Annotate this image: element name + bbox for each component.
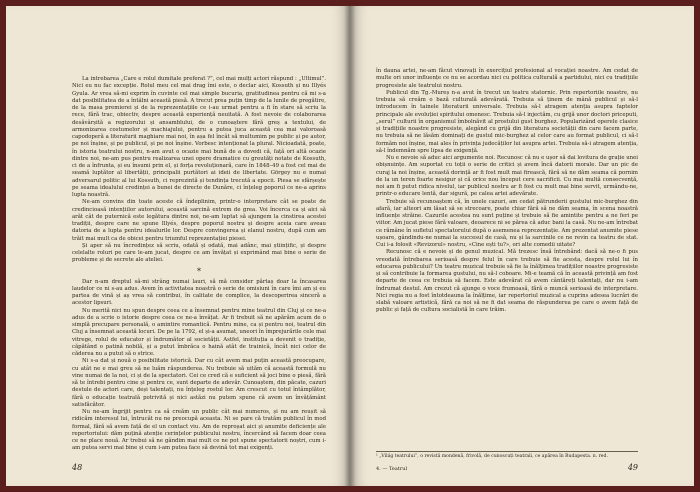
right-page [350, 6, 694, 486]
paragraph: în dauna artei, ne-am făcut vinovați în exercițiul profesional al vocației noastre. Am cedat de multe ori unor influențe ce nu se acordau nici cu politica culturală a partidului, nici cu tradițiile progresiste ale teatrului nostru. [376, 68, 638, 89]
paragraph: Recunosc că e nevoie și de genul muzical. Mă trezesc însă întrebând: dacă să ne-o fi pus vreodată întrebarea serioasă despre felul în care trebuie să fie acesta, despre rolul lui în educarea publicului? Un teatru muzical trebuie să fie la înălțimea tradițiilor noastre progresiste și să contribuie la formarea gustului, nu să-l coboare. Mi-e teamă că în această privință am fost departe de ceea ce trebuia să facem. Este adevărat că avem cântăreți talentați, dar nu i-am îndrumat destul. Am crezut că ajunge o voce frumoasă, fără o muncă serioasă de interpretare. Nici regia nu a fost întotdeauna la înălțime, iar repertoriul muzical a cuprins adesea lucrări de slabă valoare artistică, fără ca noi să ne fi dat seama de răspunderea pe care o avem față de public și față de cultura socialistă în care trăim. [376, 249, 638, 314]
book-spread [6, 6, 694, 486]
page-number-right: 49 [627, 463, 638, 472]
section-divider-star: * [197, 266, 201, 276]
paragraph: Ne-am convins din toate aceste că îndeplinim, printr-o interpretare cât se poate de credincioasă intențiilor autorului, această sarcină extrem de grea. Voi încerca ca și aici să arăt cât de puternică este legătura dintre noi, ne-am luptat să ajungem la cinstirea acestei tradiții, despre care ne spune Illyés, despre poporul nostru și despre aceia care aveau datoria de a lupta pentru idealurile lor. Despre convingerea și elanul nostru, după cum am trăit mai mult ca de obicei pentru triumful reprezentației piesei. [72, 199, 326, 242]
paragraph: Și aper să nu încredințez să scriu, odată și odată, mai adânc, mai științific, și despre celelalte roluri pe care le-am jucat, despre ce am învățat și exprimând mai bine o serie de probleme și de secrete ale ateliei. [72, 242, 326, 264]
book-gutter [344, 6, 356, 486]
paragraph: La intrebarea „Care e rolul dumitale preferat ?”, cel mai mulți actori răspund : „Ultimul”. Nici eu nu fac excepție. Rolul meu cel mai drag îmi este, o declar aici, Kossuth și nu Illyés Gyula. Ar vrea să-mi exprim în cuvinte cel mai simple bucuria, gratitudinea pentru că mi s-a dat posibilitatea de a întâlni această piesă. A trecut prea puțin timp de la lunile de pregătire, de la masa premierei și de la reprezentațiile ce i-au urmat pentru a fi în stare să scriu la rece, fără trac, obiectiv, despre această experiență neuitată. A fost nevoie de colaborarea desăvârșită a regizorului și ansamblului, de o cunoaștere fără greș a textului, de armonizarea costumelor și machiajului, pentru a putea juca această cea mai valoroasă capodoperă a literaturii maghiare mai noi, în așa fel încât să multumim pe public și pe autor, pe noi înșine, și pe publicul, și pe noi înșine. Vorbesc intenționat la plural. Nicioadată, poate, în istoria teatrului nostru, n-am avut o ocazie mai bună de a dovedi că, față ori altă ocazie dintre noi, ne-am pus pentru realizarea unei opere dramatice cu greutăți notate de Kossuth, ci de a înfrunta, și eu însumi prin el, și forța revoluționară, care în 1848–49 a fost cel mai de seamă luptător al libertății, principalii purtători ai ideii de libertate. Görgey nu e numai adversarul politic al lui Kossuth, ci reprezintă și tendința trecută a epocii. Piesa se sfârșește pe seama idealului credinței a bunei de directe de Dunăre, ci înțeleg poporul ce ne-a aprins lupta noastră. [72, 76, 326, 198]
running-foot: 4. — Teatrul [376, 466, 408, 472]
paragraph: Nu merită nici nu spun despre ceea ce a însemnat pentru mine teatrul din Cluj și ce ne-a adus de a scrie o istorie despre ceea ce ne-a învățat. Ar fi trebuit să ne apărăm acum de o simplă precupare personală, o amintire romantică. Pentru mine, ca și pentru noi, teatrul din Cluj a însemnat această locuri. De pe la 1792, el și-a asumat, uneori în împrejurările cele mai vitrege, rolul de educator și îndrumător al societății. Astfel, instituția a devenit o tradiție, căpătând o patină nobilă, și a putut îmbrăca o haină atât de trainică, încât nici celor de căderea nu a putut să o strice. [72, 307, 326, 357]
paragraph: Dar n-am dreptul să-mi strâng numai lauri, să mă consider părtaș doar la încasarea laudelor ce ni s-au adus. Avem în activitatea noastră o serie de omisiuni în care îmi am și eu partea de vină și aș vrea să contribui, în calitate de complice, la descoperirea sinceră a acestor lipsuri. [72, 278, 326, 307]
page-number-left: 48 [72, 463, 83, 472]
paragraph: Nu ne-am îngrijit pentru ca să creăm un public cât mai numeros, și nu am reușit să ridicăm interesul lui, întrucât nu ne preocupă aceasta. Ni se pare că tratăm publicul în mod formal, fără să avem față de el un contact viu. Am de reproșat aici și anumite deficiențe ale repertoriului: dăm puțină atenție cerințelor publicului nostru, încercând să facem doar ceea ce ne place nouă. Ar trebui să ne gândim mai mult ce ne pot spune spectatorii noștri, cum i-am putea servi mai bine și cum i-am putea face să devină tot mai exigenți. [72, 409, 326, 452]
paragraph: Publicul din Tg.-Mureș n-a avut în trecut un teatru statornic. Prin repertoriile noastre, nu trebuia să creăm o bază culturală adevărată. Trebuia să ținem de mână publicul și să-l introducem în tainele literaturii universale. Trebuia să-l atragem atenția asupra faptelor principale ale evoluției spiritului omenesc. Trebuia să-l injectăm, cu grijă unor doctori priceputi, „serul” culturii în organismul îmbolnăvit al prostului gust burghez. Popularizând operele clasice și tradițiile noastre progresiste, alegând cu grijă din literatura societății din care facem parte, nu trebuia să ne lăsăm dominați de gustul mic-burghez al celor care au format publicul, ci să-l formăm noi înșine, mai ales în privința judecăților lui asupra artei. Trebuia să-i atragem atenția, să-l îndemnăm spre lipsa de exigență. [376, 89, 638, 154]
left-page [6, 6, 350, 486]
footnote: ¹ „Világ teatrului”, o revistă mondenă, frivolă, de cunoscuți teatrali, ce apărea în Budapesta. n. red. [376, 451, 638, 460]
paragraph: Ni s-a dat și nouă o posibilitate istorică. Dar cu cât avem mai puțin această preocupare, cu atât ne e mai greu să ne luăm răspunderea. Nu trebuie să uităm că această formulă nu vine numai de la noi, ci și de la spectatori. Cei ce cred că e suficient să joci bine o piesă, fără să te întrebi pentru cine și pentru ce, sunt departe de adevăr. Cunoaștem, din păcate, cazuri destule de actori care, deși talentați, nu înțeleg rostul lor. Am crescut cu totul întâmplător, fără o educație teatrală potrivită și nici astăzi nu putem spune că avem un învățământ satisfăcător. [72, 358, 326, 408]
paragraph: Trebuie să recunoaștem că, în unele cazuri, am cedat pătrunderii gustului mic-burghez din afară, iar alteori am lăsat să se strecoare, poate chiar fără să ne dăm seama, în scena noastră influențe străine. Cazurile acestea nu sunt puține și trebuie să fie amintite pentru a ne feri pe viitor. Am jucat piese fără valoare, deoarece ni se părea că aduc bani la casă. Nu ne-am întrebat ce rămâne în sufletul spectatorului după o asemenea reprezentație. Am prezentat anumite piese ușoare, gândindu-ne numai la succesul de casă, nu și la sarcinile ce ne revin ca teatru de stat. Cui i-a folosit «Revizorul» nostru, «Cine ești tu?», ori alte comedii uitate? [376, 198, 638, 248]
paragraph: Nu e nevoie să aduc aici argumente noi. Recunosc că nu e ușor să dai lovitura de grație unei obișnuințe. Am suportat cu toții o serie de critici și avem încă datorii morale. Dar un pic de curaj la noi înșine, această dorință ar fi fost mult mai firească, fără să ne dăm seama că pornim de la un teren foarte nesigur și că orice nou început cere sacrificii. Cu mai multă consecvență, noi am fi putut ridica nivelul, iar publicul nostru ar fi fost cu mult mai bine servit, urmându-ne, printr-o educare lentă, dar sigură, pe calea artei adevărate. [376, 155, 638, 198]
